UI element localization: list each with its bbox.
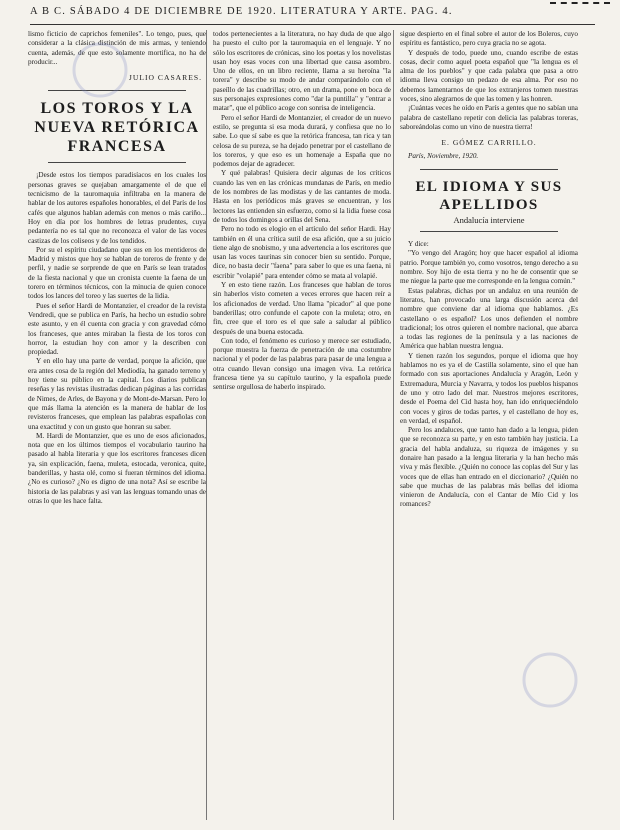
paragraph: M. Hardi de Montanzier, que es uno de esos aficionados, nota que en los últimos tiempos el vocabulario taurino ha pasado al habla literaria y que los escritores franceses dicen ya, sin explicación, faena, muleta, estocada, veronica, quite, banderillas, y hasta olé, como si fueran términos del idioma. ¿No es curioso? ¿No es digno de una nota? Así se escribe la historia de las palabras y así van las lenguas tomando unas de otras lo que les hace falta. bbox=[28, 431, 206, 505]
author-signature: E. GÓMEZ CARRILLO. bbox=[441, 138, 537, 148]
column-2 bbox=[213, 30, 391, 820]
title-divider bbox=[48, 162, 186, 163]
paragraph: Y tienen razón los segundos, porque el idioma que hoy hablamos no es ya el de Castilla solamente, sino el que han formado con sus aportaciones Andalucía y Aragón, León y Extremadura, Murcia y Navarra, y todos los pueblos hispanos de uno y otro lado del mar. Nuestros mejores escritores, desde el Poema del Cid hasta hoy, han ido enriqueciéndolo con voces y giros de todas partes, y el castellano de hoy es, en verdad, el español. bbox=[400, 351, 578, 425]
title-divider bbox=[420, 231, 558, 232]
dateline: París, Noviembre, 1920. bbox=[408, 151, 479, 160]
top-edge-rule bbox=[550, 2, 610, 4]
paragraph: Estas palabras, dichas por un andaluz en una reunión de literatos, han provocado una larga discusión acerca del nombre que conviene dar al idioma que hablamos. ¿Es castellano o es español? Los unos defienden el nombre tradicional; los otros quieren el nombre nacional, que abarca a todas las regiones de la península y a las naciones de América que hablan nuestra lengua. bbox=[400, 286, 578, 351]
paragraph: sigue despierto en el final sobre el autor de los Boleros, cuyo espíritu es fantástico, pero cuya gracia no se agota. bbox=[400, 30, 578, 48]
paragraph: Y en ello hay una parte de verdad, porque la afición, que era antes cosa de la región del Mediodía, ha ganado terreno y hoy tiene su público en la capital. Los diarios publican reseñas y las revistas ilustradas dedican páginas a las corridas de Nimes, de Arles, de Bayona y de Mont-de-Marsan. Pero lo que más llama la atención es la manera de hablar de los revisteros franceses, que emplean las palabras españolas con una exactitud y con un gusto que honran su saber. bbox=[28, 357, 206, 431]
column-1 bbox=[28, 30, 206, 820]
paragraph: ¡Desde estos los tiempos paradisíacos en los cuales los personas graves se quejaban amargamente el de que el tecnicismo de la tauromaquia infiltraba en la manera de hablar de los autores españoles honorables, el del París de los cafés que algunos hablan además con menos o más cariño... Hoy en día por los hombres de letras prudentes, cuya pedantería no es tal que no reconozca el valor de las voces castizas de los coliseos y de los tendidos. bbox=[28, 171, 206, 245]
paragraph: "Yo vengo del Aragón; hoy que hacer español al idioma patrio. Porque también yo, como vosotros, tengo derecho a su nombre. Soy hijo de esta tierra y no he de consentir que se me niegue la parte que me corresponde en la lengua común." bbox=[400, 249, 578, 286]
article-divider bbox=[420, 169, 558, 170]
paragraph: Y después de todo, puede uno, cuando escribe de estas cosas, decir como aquel poeta español que "la lengua es el alma de los pueblos" y que cada palabra que pasa a otro idioma lleva consigo un pedazo de esa alma. Por eso no debemos lamentarnos de que los extranjeros tomen nuestras voces, sino alegrarnos de que las tomen y las honren. bbox=[400, 48, 578, 104]
author-signature: JULIO CASARES. bbox=[128, 73, 202, 83]
paragraph: Pero el señor Hardi de Montanzier, el creador de un nuevo estilo, se pregunta si esa moda durará, y confiesa que no lo sabe. Lo que sí sabe es que la retórica francesa, tan rica y tan celosa de su pureza, se ha dejado penetrar por el castellano de los toreros, y que eso es un homenaje a España que no podemos dejar de agradecer. bbox=[213, 113, 391, 169]
column-divider bbox=[393, 30, 394, 820]
paragraph: Y dice: bbox=[408, 240, 429, 249]
paragraph: Con todo, el fenómeno es curioso y merece ser estudiado, porque muestra la fuerza de penetración de una costumbre nacional y el poder de las palabras para pasar de una lengua a otra cuando llevan consigo una imagen viva. La retórica francesa tiene ya su capítulo taurino, y la española puede sentirse orgullosa de haberlo inspirado. bbox=[213, 336, 391, 392]
column-3 bbox=[400, 30, 578, 820]
paragraph: Por su el espíritu ciudadano que sus en los mentideros de Madrid y mistos que hoy se hablan de toreros de frente y de perfil, y nadie se sorprende de que en París se lean tratados de la fiesta nacional y que un cronista cuente la faena de un torero en términos técnicos, con la minucia de quien conoce todos los lances del toreo y las suertes de la lidia. bbox=[28, 245, 206, 301]
paragraph: Pues el señor Hardi de Montanzier, el creador de la revista Vendredi, que se publica en París, ha hecho un estudio sobre este asunto, y en él cuenta con gracia y con gravedad cómo los franceses, que antes miraban la fiesta de los toros con horror, la estudian hoy con amor y la describen con propiedad. bbox=[28, 301, 206, 357]
article-subtitle: Andalucía interviene bbox=[453, 214, 525, 225]
article-title: EL IDIOMA Y SUS APELLIDOS bbox=[415, 178, 563, 213]
article-divider bbox=[48, 90, 186, 91]
paragraph: todos pertenecientes a la literatura, no hay duda de que algo ha puesto el culto por la tauromaquia en el lenguaje. Y no sólo los escritores de crónicas, sino los poetas y los novelistas usan hoy esas voces con una libertad que causa asombro. Uno de ellos, en un libro reciente, llama a su heroína "la torera" y describe su modo de andar comparándolo con el paseíllo de las cuadrillas; otro, en un drama, pone en boca de sus personajes expresiones como "dar la puntilla" y "entrar a matar", que el público acoge con sonrisa de inteligencia. bbox=[213, 30, 391, 113]
paragraph: Pero no todo es elogio en el artículo del señor Hardi. Hay también en él una crítica sutil de esa afición, que a su juicio tiene algo de snobismo, y una advertencia a los escritores que usan las voces taurinas sin conocer bien su sentido. Porque, dice, no basta decir "faena" para saber lo que es una faena, ni escribir "volapié" para entender cómo se mata al volapié. bbox=[213, 225, 391, 280]
paragraph: Y qué palabras! Quisiera decir algunas de los críticos cuando las ven en las crónicas mundanas de París, en medio de los nombres de las modistas y de las cantantes de moda. Hasta en los periódicos más graves se encuentran, y los lectores las entienden sin esfuerzo, como si la lidia fuese cosa de todos los domingos a orillas del Sena. bbox=[213, 169, 391, 224]
column-divider bbox=[206, 30, 207, 820]
article-title: LOS TOROS Y LA NUEVA RETÓRICA FRANCESA bbox=[34, 100, 200, 156]
paragraph: Pero los andaluces, que tanto han dado a la lengua, piden que se reconozca su parte, y en esto también hay justicia. La gracia del habla andaluza, su riqueza de imágenes y su donaire han pasado a la lengua literaria y la han hecho más viva y más flexible. ¿Quién no conoce las coplas del Sur y las voces que de ellas han entrado en el diccionario? ¿Quién no sabe que muchas de las palabras más bellas del idioma vinieron de Andalucía, con el Cantar de Mío Cid y los romances? bbox=[400, 426, 578, 509]
page-header: A B C. SÁBADO 4 DE DICIEMBRE DE 1920. LITERATURA Y ARTE. PAG. 4. bbox=[30, 6, 595, 25]
paragraph: ¡Cuántas veces he oído en París a gentes que no sabían una palabra de castellano repetir con delicia las palabras toreras, saboreándolas como un vino de nuestra tierra! bbox=[400, 104, 578, 131]
paragraph: Y en esto tiene razón. Los franceses que hablan de toros sin haberlos visto cometen a veces errores que hacen reír a los aficionados de verdad. Uno llama "picador" al que pone banderillas; otro confunde el capote con la muleta; otro, en fin, cree que el toro es el que sale a saludar al público después de una buena estocada. bbox=[213, 281, 391, 336]
article-fragment: lismo ficticio de caprichos femeniles". Lo tengo, pues, que considerar a la clásica distinción de mis armas, y teniendo cuenta, además, de que esto solamente mortifica, no ha de producir... bbox=[28, 30, 206, 66]
